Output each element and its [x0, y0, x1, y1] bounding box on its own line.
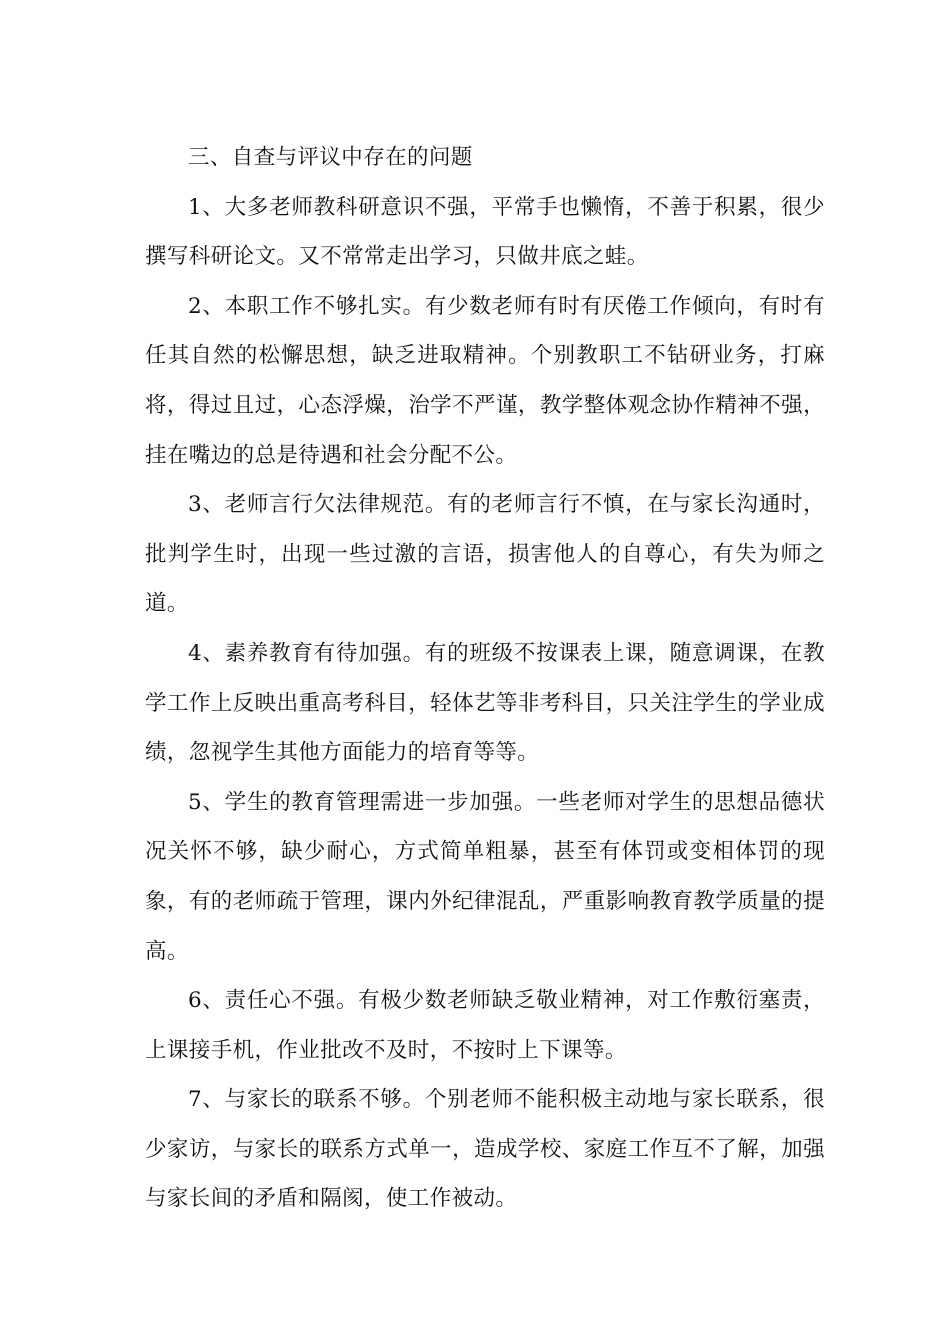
paragraph-4: 4、素养教育有待加强。有的班级不按课表上课，随意调课，在教学工作上反映出重高考科目，轻体艺等非考科目，只关注学生的学业成绩，忽视学生其他方面能力的培育等等。 [145, 640, 825, 766]
section-heading: 三、自查与评议中存在的问题 [188, 145, 473, 170]
paragraph-3: 3、老师言行欠法律规范。有的老师言行不慎，在与家长沟通时，批判学生时，出现一些过激的言语，损害他人的自尊心，有失为师之道。 [145, 492, 825, 617]
paragraph-2: 2、本职工作不够扎实。有少数老师有时有厌倦工作倾向，有时有任其自然的松懈思想，缺乏进取精神。个别教职工不钻研业务，打麻将，得过且过，心态浮燥，治学不严谨，教学整体观念协作精神不强，挂在嘴边的总是待遇和社会分配不公。 [145, 293, 825, 468]
document-page [145, 133, 825, 1224]
paragraph-7: 7、与家长的联系不够。个别老师不能积极主动地与家长联系，很少家访，与家长的联系方式单一，造成学校、家庭工作互不了解，加强与家长间的矛盾和隔阂，使工作被动。 [145, 1087, 825, 1212]
paragraph-1: 1、大多老师教科研意识不强，平常手也懒惰，不善于积累，很少撰写科研论文。又不常常走出学习，只做井底之蛙。 [145, 194, 825, 270]
paragraph-5: 5、学生的教育管理需进一步加强。一些老师对学生的思想品德状况关怀不够，缺少耐心，方式简单粗暴，甚至有体罚或变相体罚的现象，有的老师疏于管理，课内外纪律混乱，严重影响教育教学质量的提高。 [145, 789, 825, 964]
paragraph-6: 6、责任心不强。有极少数老师缺乏敬业精神，对工作敷衍塞责，上课接手机，作业批改不及时，不按时上下课等。 [145, 988, 825, 1063]
